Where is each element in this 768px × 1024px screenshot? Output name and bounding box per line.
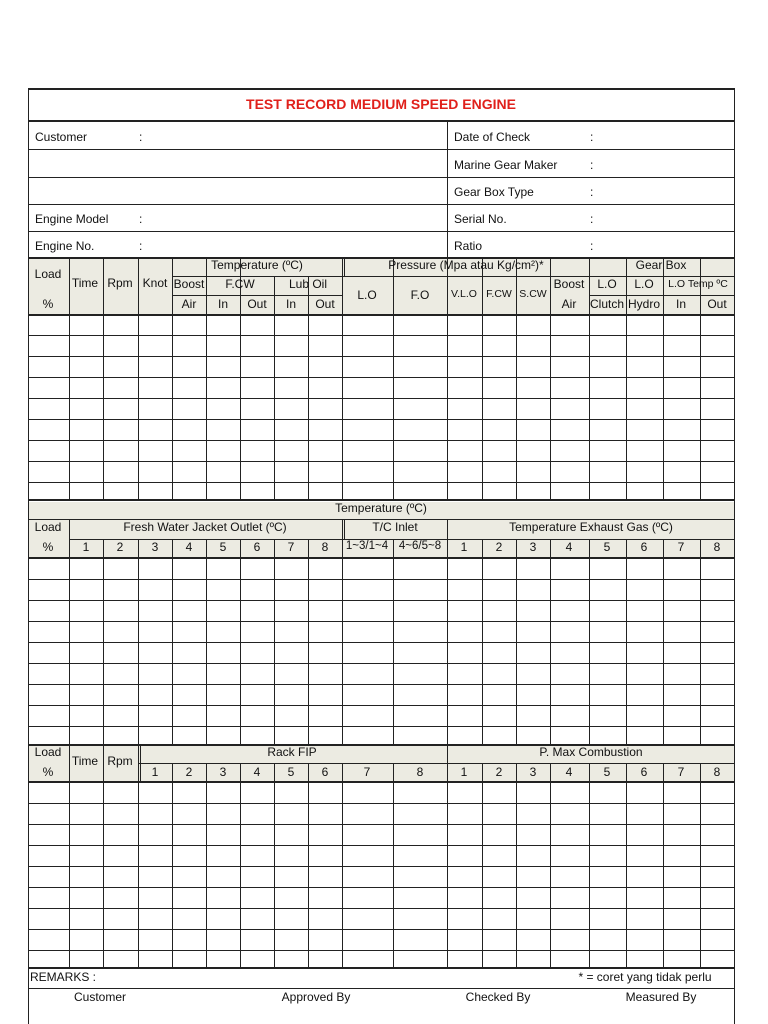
grid-line-h bbox=[28, 356, 735, 357]
grid-line-v bbox=[342, 258, 343, 500]
grid-line-v bbox=[447, 745, 448, 968]
grid-line-h bbox=[28, 377, 735, 378]
grid-line-h bbox=[28, 398, 735, 399]
fw-cylinder-number: 6 bbox=[253, 540, 261, 554]
gearbox-hydro-header: Hydro bbox=[627, 297, 661, 311]
pressure-boost-air-header: Air bbox=[561, 297, 577, 311]
grid-line-v bbox=[663, 258, 664, 500]
grid-line-h bbox=[28, 866, 735, 867]
gearbox-out-header: Out bbox=[707, 297, 727, 311]
fw-cylinder-number: 7 bbox=[287, 540, 295, 554]
boost-air-header: Boost bbox=[173, 277, 205, 291]
info-label-right: Serial No. bbox=[454, 212, 507, 226]
grid-line-v bbox=[103, 745, 104, 968]
rack-cylinder-number: 1 bbox=[151, 765, 159, 779]
grid-line-v bbox=[28, 88, 29, 1024]
grid-line-h bbox=[28, 120, 735, 122]
rack-cylinder-number: 2 bbox=[185, 765, 193, 779]
fw-cylinder-number: 3 bbox=[151, 540, 159, 554]
pmax-cylinder-number: 1 bbox=[460, 765, 468, 779]
fresh-water-jacket-header: Fresh Water Jacket Outlet (ºC) bbox=[123, 520, 287, 534]
boost-air-header: Air bbox=[181, 297, 197, 311]
info-colon: : bbox=[590, 239, 594, 253]
rpm-header: Rpm bbox=[107, 276, 133, 290]
info-colon: : bbox=[590, 212, 594, 226]
pmax-cylinder-number: 4 bbox=[565, 765, 573, 779]
pressure-boost-air-header: Boost bbox=[553, 277, 585, 291]
grid-line-h bbox=[28, 845, 735, 846]
percent-header: % bbox=[42, 297, 54, 311]
grid-line-h bbox=[28, 908, 735, 909]
load-header: Load bbox=[34, 745, 62, 759]
exhaust-cylinder-number: 6 bbox=[640, 540, 648, 554]
footnote: * = coret yang tidak perlu bbox=[578, 970, 712, 984]
fw-cylinder-number: 8 bbox=[321, 540, 329, 554]
exhaust-temp-header: Temperature Exhaust Gas (ºC) bbox=[509, 520, 673, 534]
grid-line-h bbox=[28, 557, 735, 559]
grid-line-h bbox=[28, 88, 735, 90]
exhaust-cylinder-number: 3 bbox=[529, 540, 537, 554]
info-label-right: Date of Check bbox=[454, 130, 531, 144]
grid-line-v bbox=[138, 745, 139, 968]
time-header: Time bbox=[71, 754, 99, 768]
grid-line-v bbox=[626, 258, 627, 500]
grid-line-h bbox=[28, 887, 735, 888]
grid-line-h bbox=[28, 461, 735, 462]
fw-cylinder-number: 5 bbox=[219, 540, 227, 554]
grid-line-h bbox=[28, 781, 735, 783]
grid-line-h bbox=[28, 929, 735, 930]
grid-line-h bbox=[28, 482, 735, 483]
pressure-fo-header: F.O bbox=[410, 288, 430, 302]
grid-line-v bbox=[172, 258, 173, 500]
fw-cylinder-number: 1 bbox=[82, 540, 90, 554]
info-label-right: Ratio bbox=[454, 239, 483, 253]
pmax-cylinder-number: 2 bbox=[495, 765, 503, 779]
temperature-group-header: Temperature (ºC) bbox=[335, 501, 427, 515]
grid-line-v bbox=[140, 745, 141, 782]
tc-inlet-1-header: 1~3/1~4 bbox=[345, 540, 389, 552]
grid-line-h bbox=[28, 726, 735, 727]
info-colon: : bbox=[590, 130, 594, 144]
grid-line-h bbox=[28, 803, 735, 804]
pressure-vlo-header: V.L.O bbox=[451, 288, 477, 300]
signature-label: Measured By bbox=[625, 990, 697, 1004]
exhaust-cylinder-number: 5 bbox=[603, 540, 611, 554]
pmax-cylinder-number: 7 bbox=[677, 765, 685, 779]
grid-line-h bbox=[28, 967, 735, 969]
rack-cylinder-number: 5 bbox=[287, 765, 295, 779]
fw-cylinder-number: 4 bbox=[185, 540, 193, 554]
grid-line-v bbox=[69, 258, 70, 500]
grid-line-h bbox=[28, 335, 735, 336]
percent-header: % bbox=[42, 540, 54, 554]
pressure-fcw-header: F.CW bbox=[486, 288, 512, 300]
grid-line-v bbox=[138, 258, 139, 500]
tc-inlet-2-header: 4~6/5~8 bbox=[398, 540, 442, 552]
gearbox-lo-clutch-header: L.O bbox=[597, 277, 617, 291]
info-label-right: Gear Box Type bbox=[454, 185, 534, 199]
fcw-header: F.CW bbox=[225, 277, 255, 291]
temperature-group-header: Temperature (ºC) bbox=[211, 258, 303, 272]
info-label-left: Engine No. bbox=[35, 239, 95, 253]
lub-oil-in-header: In bbox=[285, 297, 297, 311]
info-colon: : bbox=[139, 212, 143, 226]
info-label-right: Marine Gear Maker bbox=[454, 158, 558, 172]
rpm-header: Rpm bbox=[107, 754, 133, 768]
grid-line-v bbox=[342, 519, 343, 745]
pmax-cylinder-number: 8 bbox=[713, 765, 721, 779]
grid-line-v bbox=[69, 519, 70, 745]
grid-line-h bbox=[28, 204, 735, 205]
grid-line-h bbox=[589, 295, 734, 296]
grid-line-h bbox=[28, 950, 735, 951]
grid-line-v bbox=[700, 258, 701, 500]
rack-cylinder-number: 4 bbox=[253, 765, 261, 779]
grid-line-h bbox=[28, 824, 735, 825]
grid-line-v bbox=[240, 258, 241, 500]
remarks-label: REMARKS : bbox=[30, 970, 97, 984]
grid-line-h bbox=[28, 177, 735, 178]
grid-line-h bbox=[28, 988, 735, 989]
grid-line-v bbox=[274, 276, 275, 500]
grid-line-h bbox=[138, 763, 735, 764]
grid-line-v bbox=[447, 258, 448, 500]
grid-line-v bbox=[550, 258, 551, 500]
signature-label: Customer bbox=[73, 990, 127, 1004]
info-colon: : bbox=[139, 239, 143, 253]
grid-line-h bbox=[28, 705, 735, 706]
signature-label: Checked By bbox=[465, 990, 531, 1004]
exhaust-cylinder-number: 4 bbox=[565, 540, 573, 554]
fcw-in-header: In bbox=[217, 297, 229, 311]
grid-line-v bbox=[344, 519, 345, 539]
grid-line-h bbox=[28, 642, 735, 643]
exhaust-cylinder-number: 2 bbox=[495, 540, 503, 554]
rack-cylinder-number: 7 bbox=[363, 765, 371, 779]
grid-line-v bbox=[447, 519, 448, 745]
gearbox-lo-hydro-header: L.O bbox=[634, 277, 654, 291]
grid-line-v bbox=[589, 258, 590, 500]
info-colon: : bbox=[590, 185, 594, 199]
grid-line-v bbox=[393, 258, 394, 500]
gearbox-header: Gear Box bbox=[635, 258, 687, 272]
grid-line-v bbox=[308, 276, 309, 500]
test-record-form bbox=[28, 88, 735, 1024]
pressure-lo-header: L.O bbox=[357, 288, 377, 302]
grid-line-h bbox=[28, 621, 735, 622]
gearbox-in-header: In bbox=[675, 297, 687, 311]
grid-line-h bbox=[28, 149, 735, 150]
grid-line-v bbox=[447, 121, 448, 258]
info-label-left: Customer bbox=[35, 130, 88, 144]
grid-line-v bbox=[344, 258, 345, 276]
grid-line-h bbox=[28, 314, 735, 316]
grid-line-h bbox=[28, 579, 735, 580]
grid-line-h bbox=[28, 257, 735, 259]
info-colon: : bbox=[590, 158, 594, 172]
grid-line-h bbox=[28, 600, 735, 601]
rack-cylinder-number: 8 bbox=[416, 765, 424, 779]
time-header: Time bbox=[71, 276, 99, 290]
lub-oil-header: Lub Oil bbox=[288, 277, 328, 291]
info-colon: : bbox=[139, 130, 143, 144]
exhaust-cylinder-number: 8 bbox=[713, 540, 721, 554]
signature-label: Approved By bbox=[281, 990, 351, 1004]
knot-header: Knot bbox=[142, 276, 168, 290]
pressure-scw-header: S.CW bbox=[519, 288, 547, 300]
grid-line-h bbox=[28, 684, 735, 685]
exhaust-cylinder-number: 7 bbox=[677, 540, 685, 554]
lub-oil-out-header: Out bbox=[315, 297, 335, 311]
info-label-left: Engine Model bbox=[35, 212, 109, 226]
pmax-cylinder-number: 6 bbox=[640, 765, 648, 779]
grid-line-v bbox=[69, 745, 70, 968]
rack-fip-header: Rack FIP bbox=[267, 745, 317, 759]
percent-header: % bbox=[42, 765, 54, 779]
pressure-group-header: Pressure (Mpa atau Kg/cm²)* bbox=[388, 258, 544, 272]
grid-line-h bbox=[28, 440, 735, 441]
grid-line-h bbox=[28, 231, 735, 232]
rack-cylinder-number: 3 bbox=[219, 765, 227, 779]
gearbox-lo-temp-header: L.O Temp ºC bbox=[668, 278, 728, 290]
pmax-cylinder-number: 3 bbox=[529, 765, 537, 779]
pmax-cylinder-number: 5 bbox=[603, 765, 611, 779]
tc-inlet-header: T/C Inlet bbox=[372, 520, 418, 534]
gearbox-clutch-header: Clutch bbox=[589, 297, 625, 311]
grid-line-v bbox=[206, 258, 207, 500]
grid-line-v bbox=[482, 258, 483, 500]
grid-line-h bbox=[28, 663, 735, 664]
exhaust-cylinder-number: 1 bbox=[460, 540, 468, 554]
pmax-combustion-header: P. Max Combustion bbox=[539, 745, 643, 759]
grid-line-v bbox=[734, 88, 735, 1024]
grid-line-v bbox=[103, 258, 104, 500]
grid-line-v bbox=[516, 258, 517, 500]
form-title: TEST RECORD MEDIUM SPEED ENGINE bbox=[246, 96, 516, 112]
load-header: Load bbox=[34, 520, 62, 534]
fw-cylinder-number: 2 bbox=[116, 540, 124, 554]
rack-cylinder-number: 6 bbox=[321, 765, 329, 779]
grid-line-h bbox=[28, 419, 735, 420]
load-header: Load bbox=[34, 267, 62, 281]
grid-line-h bbox=[172, 295, 342, 296]
fcw-out-header: Out bbox=[247, 297, 267, 311]
